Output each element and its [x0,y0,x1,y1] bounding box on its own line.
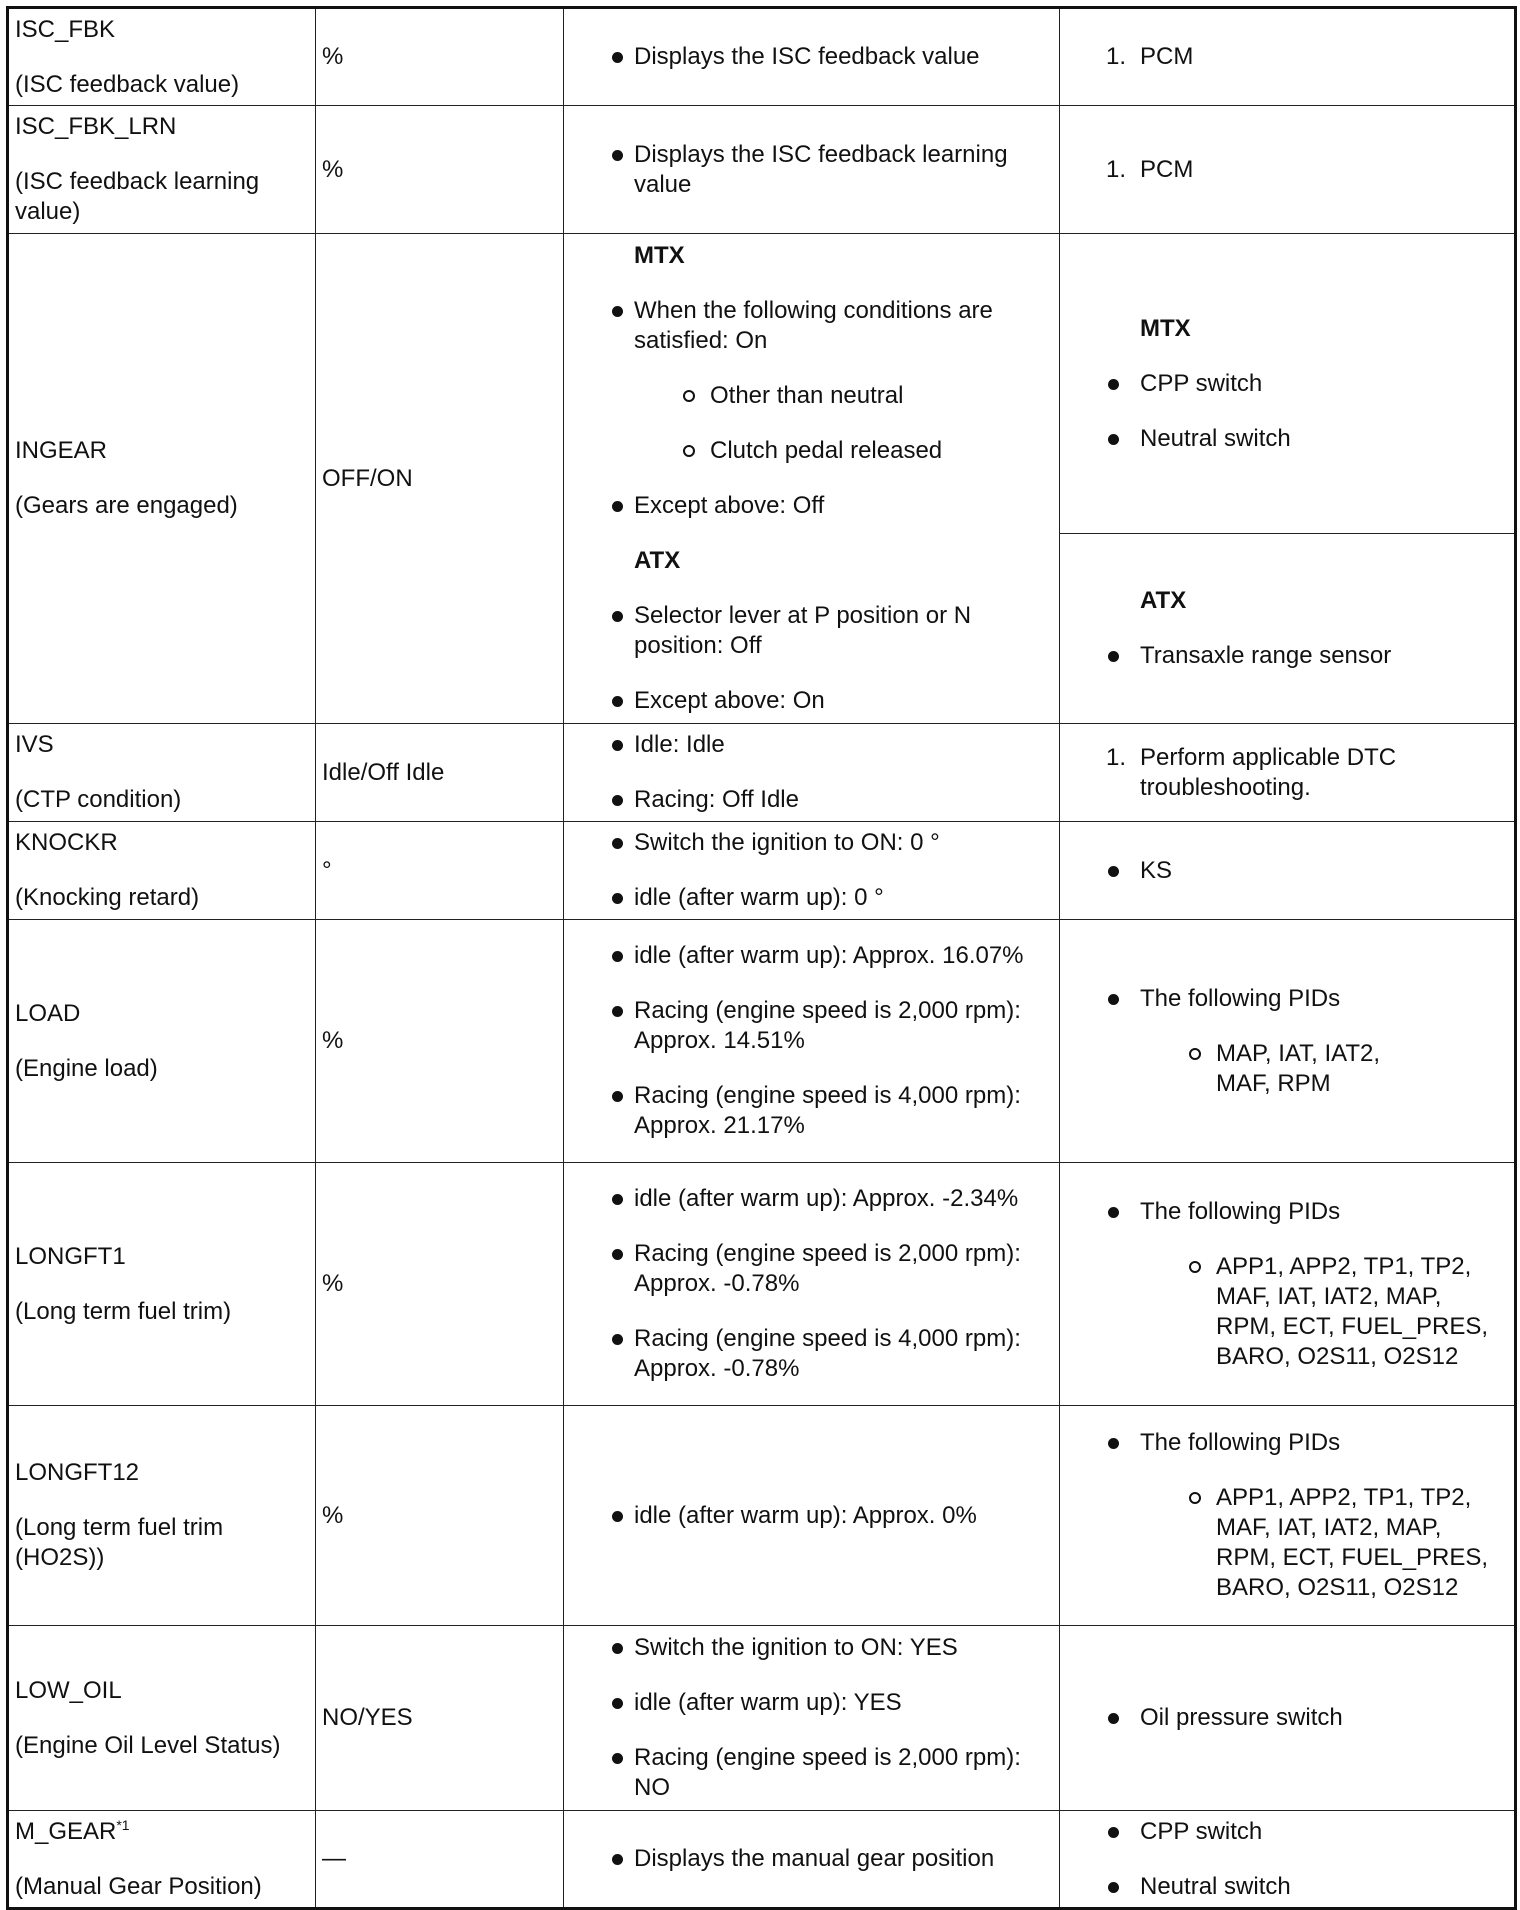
sub-action-item: APP1, APP2, TP1, TP2, MAF, IAT, IAT2, MAP, RPM, ECT, FUEL_PRES, BARO, O2S11, O2S12 [1140,1252,1496,1372]
pid-name: LOW_OIL [15,1676,122,1704]
pid-name: ISC_FBK [15,15,116,43]
condition-item: Except above: Off [564,491,1059,521]
unit-cell: % [316,1163,564,1406]
pid-description: (Knocking retard) [15,884,200,911]
pid-description: (Manual Gear Position) [15,1872,262,1900]
pid-description: (ISC feedback value) [15,70,240,98]
unit-cell: NO/YES [316,1626,564,1811]
pid-name: LOAD [15,999,81,1027]
action-item: Oil pressure switch [1060,1703,1514,1733]
condition-cell [564,1626,1060,1811]
unit-cell: % [316,1406,564,1626]
table-row [8,724,1516,822]
pid-monitor-table [6,6,1517,1910]
action-cell [1060,822,1516,920]
unit-cell: % [316,920,564,1163]
condition-cell [564,106,1060,234]
condition-item: Racing (engine speed is 4,000 rpm): Approx. 21.17% [564,1081,1059,1141]
condition-item: idle (after warm up): Approx. -2.34% [564,1184,1059,1214]
sub-action-item: APP1, APP2, TP1, TP2, MAF, IAT, IAT2, MAP, RPM, ECT, FUEL_PRES, BARO, O2S11, O2S12 [1140,1483,1496,1603]
condition-item: Switch the ignition to ON: 0 ° [564,828,1059,858]
action-item: CPP switch [1060,1817,1514,1847]
unit-cell: ° [316,822,564,920]
action-item: The following PIDs APP1, APP2, TP1, TP2, MAF, IAT, IAT2, MAP, RPM, ECT, FUEL_PRES, BARO, O2S11, O2S12 [1060,1197,1514,1372]
action-item: CPP switch [1060,369,1514,399]
action-item: KS [1060,856,1514,886]
action-item: The following PIDs MAP, IAT, IAT2, MAF, RPM [1060,984,1514,1099]
sub-condition-item: Other than neutral [634,381,1041,411]
table-row [8,8,1516,106]
unit-cell: % [316,106,564,234]
condition-item: Displays the ISC feedback learning value [564,140,1059,200]
condition-cell [564,724,1060,822]
condition-item: Switch the ignition to ON: YES [564,1633,1059,1663]
atx-heading: ATX [634,547,681,574]
condition-item: Selector lever at P position or N position: Off [564,601,1059,661]
unit-cell: % [316,8,564,106]
pid-name: INGEAR [15,437,108,464]
action-cell [1060,1626,1516,1811]
condition-cell [564,1811,1060,1909]
unit-cell: — [316,1811,564,1909]
action-item: The following PIDs APP1, APP2, TP1, TP2, MAF, IAT, IAT2, MAP, RPM, ECT, FUEL_PRES, BARO, O2S11, O2S12 [1060,1428,1514,1603]
table-row [8,234,1516,534]
mtx-heading: MTX [634,242,685,269]
condition-item: Racing (engine speed is 4,000 rpm): Approx. -0.78% [564,1324,1059,1384]
action-cell [1060,8,1516,106]
condition-item: idle (after warm up): Approx. 16.07% [564,941,1059,971]
table-row [8,1811,1516,1909]
pid-cell [8,822,316,920]
table-row [8,920,1516,1163]
table-row [8,1406,1516,1626]
condition-cell [564,1163,1060,1406]
action-item: Neutral switch [1060,424,1514,454]
pid-cell [8,234,316,724]
footnote-marker: *1 [116,1816,130,1833]
condition-item: When the following conditions are satisfied: On Other than neutral Clutch pedal released [564,296,1059,466]
pid-name: ISC_FBK_LRN [15,113,177,140]
action-cell [1060,1811,1516,1909]
table-row [8,106,1516,234]
pid-description: (Gears are engaged) [15,492,238,519]
atx-heading: ATX [1140,587,1187,614]
table-row [8,822,1516,920]
condition-cell [564,8,1060,106]
pid-cell [8,1163,316,1406]
pid-name: IVS [15,731,54,758]
condition-cell [564,1406,1060,1626]
condition-item: Displays the ISC feedback value [564,42,1059,72]
list-number: 1. [1106,43,1127,70]
pid-cell [8,1406,316,1626]
condition-item: idle (after warm up): YES [564,1688,1059,1718]
unit-cell: Idle/Off Idle [316,724,564,822]
condition-item: Racing (engine speed is 2,000 rpm): Approx. 14.51% [564,996,1059,1056]
condition-item: idle (after warm up): 0 ° [564,883,1059,913]
condition-item: Idle: Idle [564,730,1059,760]
pid-description: (Long term fuel trim (HO2S)) [15,1514,224,1571]
action-item: 1. PCM [1106,155,1194,183]
list-number: 1. [1106,743,1127,771]
pid-name: LONGFT12 [15,1459,140,1486]
pid-description: (Engine Oil Level Status) [15,1731,281,1759]
condition-item: Racing: Off Idle [564,785,1059,815]
condition-item: Except above: On [564,686,1059,716]
pid-name: LONGFT1 [15,1242,126,1270]
unit-cell: OFF/ON [316,234,564,724]
table-row [8,1626,1516,1811]
sub-action-item: MAP, IAT, IAT2, MAF, RPM [1140,1039,1436,1099]
pid-cell [8,1811,316,1909]
condition-cell [564,822,1060,920]
action-item: Transaxle range sensor [1060,641,1514,671]
pid-name: M_GEAR$^{*1}$ [15,1816,130,1845]
action-cell-atx [1060,534,1516,724]
action-item: Neutral switch [1060,1872,1514,1902]
action-item: 1. Perform applicable DTC troubleshooting. [1106,743,1397,801]
mtx-heading: MTX [1140,314,1191,342]
pid-cell [8,1626,316,1811]
action-cell-mtx [1060,234,1516,534]
condition-item: Displays the manual gear position [564,1844,1059,1874]
pid-description: (ISC feedback learning value) [15,168,260,225]
condition-cell [564,234,1060,724]
pid-description: (Long term fuel trim) [15,1297,232,1325]
condition-item: Racing (engine speed is 2,000 rpm): NO [564,1743,1059,1803]
condition-item: idle (after warm up): Approx. 0% [564,1501,1059,1531]
table-row [8,1163,1516,1406]
sub-condition-item: Clutch pedal released [634,436,1041,466]
pid-description: (Engine load) [15,1054,158,1082]
pid-name: KNOCKR [15,829,118,856]
pid-description: (CTP condition) [15,786,182,813]
pid-cell [8,106,316,234]
action-cell [1060,724,1516,822]
action-cell [1060,920,1516,1163]
action-item: 1. PCM [1106,43,1194,70]
pid-cell [8,724,316,822]
action-cell [1060,1406,1516,1626]
list-number: 1. [1106,155,1127,183]
condition-item: Racing (engine speed is 2,000 rpm): Approx. -0.78% [564,1239,1059,1299]
pid-cell [8,8,316,106]
condition-cell [564,920,1060,1163]
action-cell [1060,1163,1516,1406]
action-cell [1060,106,1516,234]
pid-cell [8,920,316,1163]
